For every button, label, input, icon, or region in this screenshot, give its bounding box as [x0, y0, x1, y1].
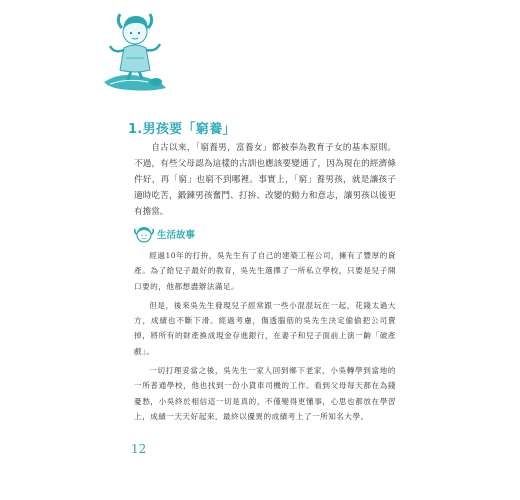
- story-title: 生活故事: [157, 230, 196, 241]
- intro-text: [134, 140, 396, 220]
- section-heading-prefix: 1.男孩要「: [128, 122, 196, 137]
- intro-paragraph: 自古以來，「窮養男，富養女」都被奉為教育子女的基本原則。不過，有些父母認為這樣的古訓也應該要變通了，因為現在的經濟條件好，再「窮」也窮不到哪裡。事實上，「窮」養男孩，就是讓孩子適時吃苦，鍛鍊男孩奮鬥、打拚、改變的動力和意志，讓男孩以後更有擔當。: [134, 143, 396, 217]
- story-text: [134, 248, 396, 428]
- story-paragraph: 經過10年的打拚，吳先生有了自己的建築工程公司，擁有了豐厚的資產。為了給兒子最好的教育，吳先生選擇了一所私立學校，只要是兒子開口要的，他都想盡辦法滿足。: [134, 251, 396, 291]
- girl-on-seal-illustration: [100, 2, 170, 94]
- section-heading-suffix: 」: [222, 122, 236, 137]
- section-heading-keyword: 窮養: [195, 122, 223, 137]
- page-number: 12: [131, 442, 147, 456]
- story-paragraph: 一切打理妥當之後，吳先生一家人回到鄉下老家，小吳轉學到當地的一所普通學校，他也找到一份小貨車司機的工作。看到父母每天都在為錢憂愁，小吳終於相信這一切是真的，不僅變得更懂事，心思也都放在學習上，成績一天天好起來，最終以優異的成績考上了一所知名大學。: [134, 366, 396, 421]
- story-header: [134, 224, 195, 244]
- section-heading: [128, 118, 428, 137]
- story-paragraph: 但是，後來吳先生發現兒子經常跟一些小混混玩在一起，花錢太過大方，成績也不斷下滑。經過考慮，傷透腦筋的吳先生決定偷偷把公司賣掉，將所有的財產換成現金存進銀行，在妻子和兒子面前上演一齣「破產戲」。: [134, 300, 396, 356]
- girl-face-icon: [134, 224, 154, 244]
